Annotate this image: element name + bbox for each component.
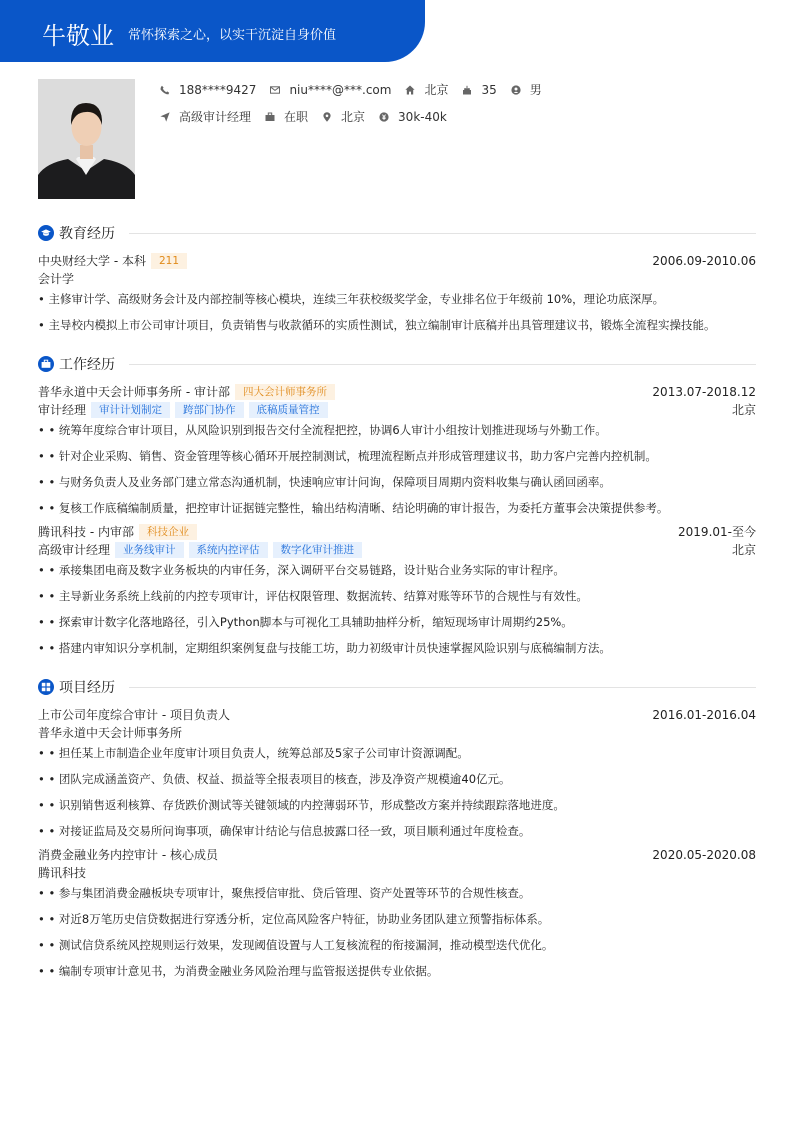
work-bullet: • • 承接集团电商及数字业务板块的内审任务，深入调研平台交易链路，设计贴合业务实际的审计程序。 (38, 563, 565, 577)
project-bullet: • • 团队完成涵盖资产、负债、权益、损益等全报表项目的核查，涉及净资产规模逾40亿元。 (38, 772, 511, 786)
email-item (270, 83, 391, 97)
project-bullet: • • 对接证监局及交易所问询事项，确保审计结论与信息披露口径一致，项目顺利通过年度检查。 (38, 824, 531, 838)
project-bullet: • • 对近8万笔历史信贷数据进行穿透分析，定位高风险客户特征，协助业务团队建立预警指标体系。 (38, 912, 550, 926)
project-entry-header (38, 706, 756, 724)
education-major: 会计学 (38, 272, 75, 286)
email-text: niu****@***.com (289, 82, 392, 97)
skill-tag: 底稿质量管控 (249, 402, 328, 418)
work-entry-header (38, 523, 756, 541)
project-bullet: • • 担任某上市制造企业年度审计项目负责人，统筹总部及5家子公司审计资源调配。 (38, 746, 469, 760)
work-bullet: • • 主导新业务系统上线前的内控专项审计，评估权限管理、数据流转、结算对账等环节的合规性与有效性。 (38, 589, 588, 603)
gender-text: 男 (529, 83, 542, 97)
section-divider (129, 364, 756, 365)
work-title: 高级审计经理 (38, 543, 111, 557)
salary-item (379, 110, 447, 124)
work-bullet: • • 复核工作底稿编制质量，把控审计证据链完整性，输出结构清晰、结论明确的审计报告，为委托方董事会决策提供参考。 (38, 501, 669, 515)
education-section-title: 教育经历 (59, 226, 115, 242)
work-date: 2019.01-至今 (678, 525, 756, 539)
education-bullet: • 主修审计学、高级财务会计及内部控制等核心模块，连续三年获校级奖学金，专业排名位于年级前 10%，理论功底深厚。 (38, 292, 665, 306)
location-pin-icon (322, 112, 332, 122)
age-text: 35 (481, 82, 497, 97)
city-item (322, 108, 365, 125)
work-location: 北京 (731, 543, 756, 557)
project-date: 2016.01-2016.04 (652, 708, 756, 722)
contact-row-1 (160, 81, 556, 98)
education-school: 中央财经大学 - 本科 (38, 254, 146, 268)
home-item (405, 81, 448, 98)
email-icon (270, 85, 280, 95)
education-tag: 211 (151, 253, 187, 269)
work-bullet: • • 统筹年度综合审计项目，从风险识别到报告交付全流程把控，协调6人审计小组按计划推进现场与外勤工作。 (38, 423, 607, 437)
phone-icon (160, 85, 170, 95)
work-bullet: • • 与财务负责人及业务部门建立常态沟通机制，快速响应审计问询，保障项目周期内资料收集与确认函回函率。 (38, 475, 611, 489)
home-icon (405, 85, 415, 95)
home-text: 北京 (424, 83, 449, 97)
status-item (265, 108, 308, 125)
skill-tag: 跨部门协作 (175, 402, 244, 418)
work-section-title: 工作经历 (59, 357, 115, 373)
work-bullet-text: • 主导新业务系统上线前的内控专项审计，评估权限管理、数据流转、结算对账等环节的合规性与有效性。 (48, 589, 588, 603)
status-text: 在职 (284, 110, 309, 124)
skill-tag: 业务线审计 (115, 542, 184, 558)
salary-text: 30k-40k (398, 109, 447, 124)
work-bullet-text: • 与财务负责人及业务部门建立常态沟通机制，快速响应审计问询，保障项目周期内资料收集与确认函回函率。 (48, 475, 611, 489)
send-icon (160, 112, 170, 122)
work-company: 普华永道中天会计师事务所 - 审计部 (38, 385, 230, 399)
project-bullet: • • 参与集团消费金融板块专项审计，聚焦授信审批、贷后管理、资产处置等环节的合规性核查。 (38, 886, 531, 900)
project-org: 腾讯科技 (38, 866, 87, 880)
profile-photo (38, 79, 135, 199)
work-title: 审计经理 (38, 403, 87, 417)
project-bullet: • • 编制专项审计意见书，为消费金融业务风险治理与监管报送提供专业依据。 (38, 964, 439, 978)
project-bullet: • • 识别销售返利核算、存货跌价测试等关键领域的内控薄弱环节，形成整改方案并持续跟踪落地进度。 (38, 798, 565, 812)
city-text: 北京 (341, 110, 366, 124)
work-bullet-text: • 搭建内审知识分享机制，定期组织案例复盘与技能工坊，助力初级审计员快速掌握风险识别与底稿编制方法。 (48, 641, 611, 655)
money-icon (379, 112, 389, 122)
work-bullet-text: • 复核工作底稿编制质量，把控审计证据链完整性，输出结构清晰、结论明确的审计报告，为委托方董事会决策提供参考。 (48, 501, 669, 515)
project-bullet-text: • 编制专项审计意见书，为消费金融业务风险治理与监管报送提供专业依据。 (48, 964, 439, 978)
gender-item (511, 81, 542, 98)
work-location: 北京 (731, 403, 756, 417)
project-bullet-text: • 测试信贷系统风控规则运行效果，发现阈值设置与人工复核流程的衔接漏洞，推动模型迭代优化。 (48, 938, 554, 952)
skill-tag: 数字化审计推进 (273, 542, 363, 558)
work-bullet-text: • 统筹年度综合审计项目，从风险识别到报告交付全流程把控，协调6人审计小组按计划推进现场与外勤工作。 (48, 423, 607, 437)
grid-icon (38, 679, 54, 695)
graduation-cap-icon (38, 225, 54, 241)
education-bullet: • 主导校内模拟上市公司审计项目，负责销售与收款循环的实质性测试，独立编制审计底稿并出具管理建议书，锻炼全流程实操技能。 (38, 318, 716, 332)
project-bullet-text: • 对近8万笔历史信贷数据进行穿透分析，定位高风险客户特征，协助业务团队建立预警指标体系。 (48, 912, 550, 926)
work-role-row (38, 541, 756, 559)
work-bullet-text: • 针对企业采购、销售、资金管理等核心循环开展控制测试，梳理流程断点并形成管理建议书，助力客户完善内控机制。 (48, 449, 657, 463)
work-company: 腾讯科技 - 内审部 (38, 525, 134, 539)
education-section-header (38, 223, 756, 243)
project-bullet-text: • 担任某上市制造企业年度审计项目负责人，统筹总部及5家子公司审计资源调配。 (48, 746, 469, 760)
candidate-name: 牛敬业 (42, 22, 114, 50)
phone-item (160, 83, 256, 97)
age-item (462, 83, 496, 97)
work-section-header (38, 354, 756, 374)
project-section-header (38, 677, 756, 697)
work-date: 2013.07-2018.12 (652, 385, 756, 399)
project-bullet: • • 测试信贷系统风控规则运行效果，发现阈值设置与人工复核流程的衔接漏洞，推动模型迭代优化。 (38, 938, 554, 952)
gender-icon (511, 85, 521, 95)
contact-row-2 (160, 108, 461, 125)
skill-tag: 审计计划制定 (91, 402, 170, 418)
candidate-slogan: 常怀探索之心，以实干沉淀自身价值 (128, 28, 337, 43)
project-bullet-text: • 对接证监局及交易所问询事项，确保审计结论与信息披露口径一致，项目顺利通过年度检查。 (48, 824, 531, 838)
project-bullet-text: • 团队完成涵盖资产、负债、权益、损益等全报表项目的核查，涉及净资产规模逾40亿元。 (48, 772, 511, 786)
briefcase-icon (38, 356, 54, 372)
work-bullet: • • 搭建内审知识分享机制，定期组织案例复盘与技能工坊，助力初级审计员快速掌握风险识别与底稿编制方法。 (38, 641, 611, 655)
project-bullet-text: • 参与集团消费金融板块专项审计，聚焦授信审批、贷后管理、资产处置等环节的合规性核查。 (48, 886, 531, 900)
work-role-row (38, 401, 756, 419)
project-date: 2020.05-2020.08 (652, 848, 756, 862)
position-text: 高级审计经理 (179, 110, 252, 124)
project-name: 上市公司年度综合审计 - 项目负责人 (38, 708, 230, 722)
project-org: 普华永道中天会计师事务所 (38, 726, 183, 740)
work-bullet-text: • 探索审计数字化落地路径，引入Python脚本与可视化工具辅助抽样分析，缩短现场审计周期约25%。 (48, 615, 573, 629)
position-item (160, 108, 251, 125)
cake-icon (462, 85, 472, 95)
work-bullet-text: • 承接集团电商及数字业务板块的内审任务，深入调研平台交易链路，设计贴合业务实际的审计程序。 (48, 563, 565, 577)
work-company-tag: 科技企业 (139, 524, 197, 540)
work-bullet: • • 探索审计数字化落地路径，引入Python脚本与可视化工具辅助抽样分析，缩短现场审计周期约25%。 (38, 615, 573, 629)
section-divider (129, 687, 756, 688)
skill-tag: 系统内控评估 (189, 542, 268, 558)
education-bullet-text: 主修审计学、高级财务会计及内部控制等核心模块，连续三年获校级奖学金，专业排名位于年级前 10%，理论功底深厚。 (48, 292, 665, 306)
project-section-title: 项目经历 (59, 680, 115, 696)
work-bullet: • • 针对企业采购、销售、资金管理等核心循环开展控制测试，梳理流程断点并形成管理建议书，助力客户完善内控机制。 (38, 449, 657, 463)
briefcase-icon (265, 112, 275, 122)
phone-text: 188****9427 (179, 82, 257, 97)
education-date: 2006.09-2010.06 (652, 254, 756, 268)
section-divider (129, 233, 756, 234)
work-entry-header (38, 383, 756, 401)
education-bullet-text: 主导校内模拟上市公司审计项目，负责销售与收款循环的实质性测试，独立编制审计底稿并出具管理建议书，锻炼全流程实操技能。 (48, 318, 716, 332)
education-entry-header (38, 252, 756, 270)
work-company-tag: 四大会计师事务所 (235, 384, 335, 400)
project-entry-header (38, 846, 756, 864)
project-bullet-text: • 识别销售返利核算、存货跌价测试等关键领域的内控薄弱环节，形成整改方案并持续跟踪落地进度。 (48, 798, 565, 812)
project-name: 消费金融业务内控审计 - 核心成员 (38, 848, 218, 862)
